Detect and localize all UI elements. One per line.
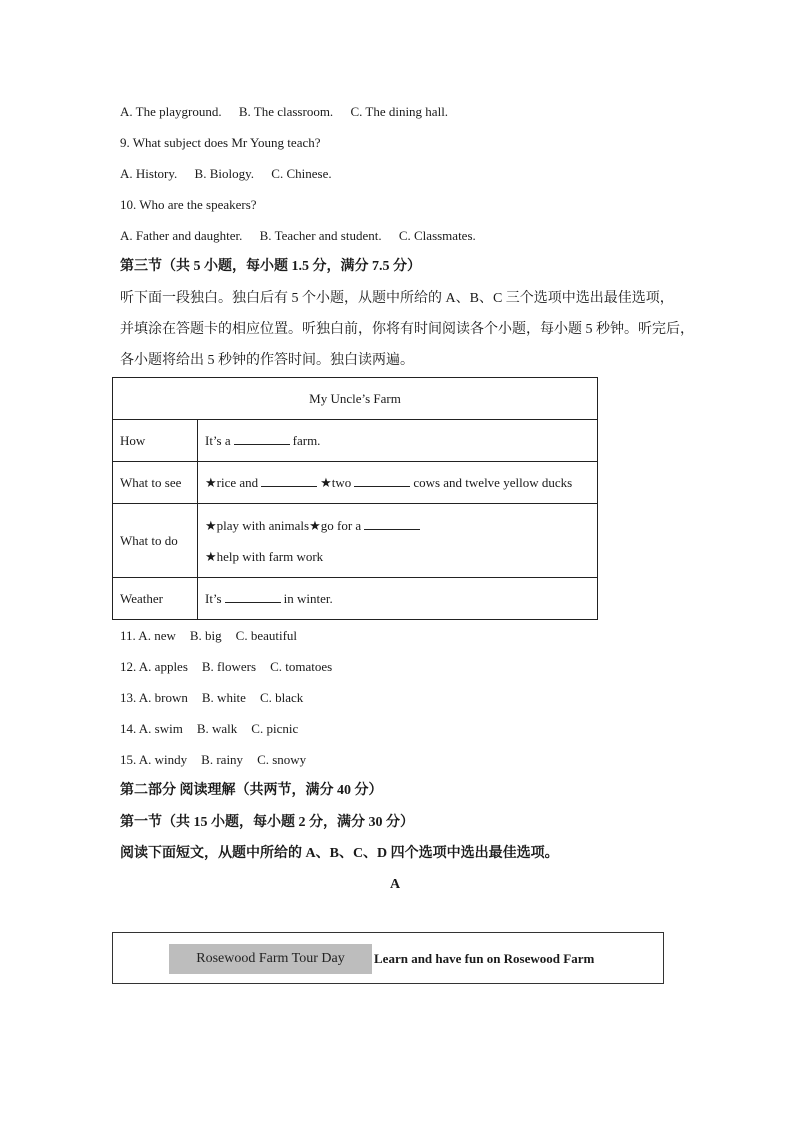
q8-option-b: B. The classroom. [238,104,334,119]
section3-instruction-2: 并填涂在答题卡的相应位置。听独白前，你将有时间阅读各个小题，每小题 5 秒钟。听完后， [120,322,694,337]
question-11: 11. A. new B. big C. beautiful [120,628,298,643]
q10-options [120,227,490,245]
row-content-do: ★play with animals★go for a ★help with farm work [198,504,598,578]
part2-heading: 第二部分 阅读理解（共两节，满分 40 分） [120,783,383,798]
answer-blank [364,517,420,530]
row-label-weather: Weather [113,578,198,620]
q10-option-c: C. Classmates. [398,228,476,243]
table-row [113,420,598,462]
row-label-do: What to do [113,504,198,578]
question-12: 12. A. apples B. flowers C. tomatoes [120,659,333,674]
q9-option-a: A. History. [120,166,178,181]
answer-blank [225,590,281,603]
answer-blank [354,474,410,487]
row-content-how: It’s a farm. [198,420,598,462]
table-title: My Uncle’s Farm [113,378,598,420]
farm-table [112,377,598,620]
answer-blank [234,432,290,445]
q9-question: 9. What subject does Mr Young teach? [120,135,321,150]
section3-heading: 第三节（共 5 小题，每小题 1.5 分，满分 7.5 分） [120,259,421,274]
question-15: 15. A. windy B. rainy C. snowy [120,752,307,767]
row-content-see: ★rice and ★two cows and twelve yellow ducks [198,462,598,504]
q10-option-a: A. Father and daughter. [120,228,243,243]
section3-instruction-1: 听下面一段独白。独白后有 5 个小题，从题中所给的 A、B、C 三个选项中选出最佳选项， [120,291,674,306]
table-row [113,462,598,504]
table-row [113,504,598,578]
section3-instruction-3: 各小题将给出 5 秒钟的作答时间。独白读两遍。 [120,353,414,368]
row-content-weather: It’s in winter. [198,578,598,620]
q8-options [120,103,462,121]
question-13: 13. A. brown B. white C. black [120,690,304,705]
answer-blank [261,474,317,487]
q9-options [120,165,346,183]
part2-instruction: 阅读下面短文，从题中所给的 A、B、C、D 四个选项中选出最佳选项。 [120,846,559,861]
q10-question: 10. Who are the speakers? [120,197,257,212]
q10-option-b: B. Teacher and student. [259,228,382,243]
q8-option-a: A. The playground. [120,104,222,119]
banner-tag: Rosewood Farm Tour Day [169,944,372,974]
table-row [113,578,598,620]
farm-banner [112,932,664,984]
part2-section1-heading: 第一节（共 15 小题，每小题 2 分，满分 30 分） [120,815,414,830]
banner-text: Learn and have fun on Rosewood Farm [374,951,595,966]
row-label-see: What to see [113,462,198,504]
q9-option-b: B. Biology. [194,166,255,181]
q8-option-c: C. The dining hall. [350,104,449,119]
q9-option-c: C. Chinese. [271,166,332,181]
question-14: 14. A. swim B. walk C. picnic [120,721,299,736]
row-label-how: How [113,420,198,462]
passage-label: A [390,877,401,892]
